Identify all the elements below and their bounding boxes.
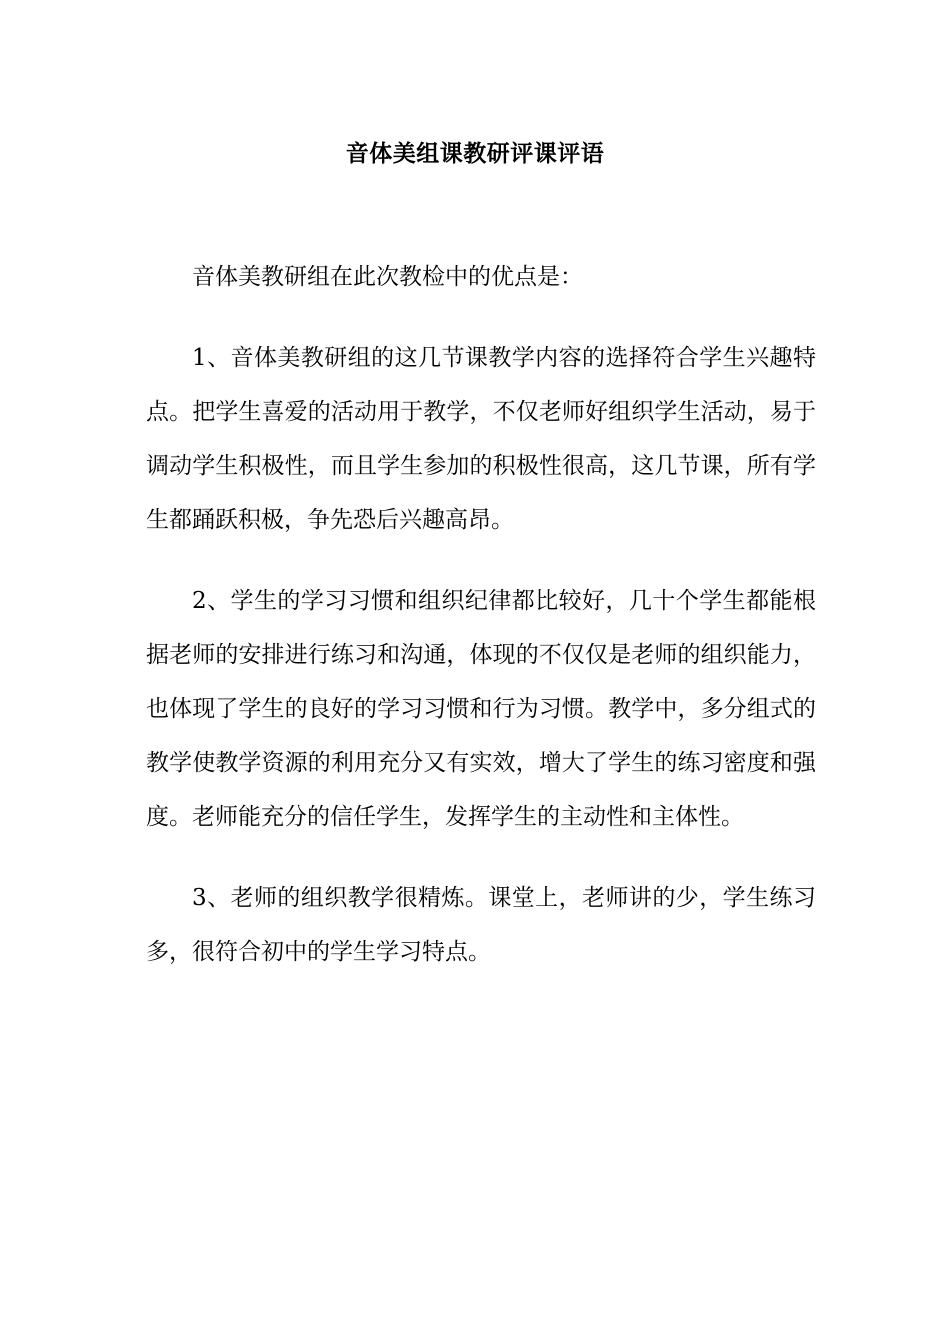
paragraph-point-2: 2、学生的学习习惯和组织纪律都比较好，几十个学生都能根据老师的安排进行练习和沟通，体现的不仅仅是老师的组织能力，也体现了学生的良好的学习习惯和行为习惯。教学中，多分组式的教学使教学资源的利用充分又有实效，增大了学生的练习密度和强度。老师能充分的信任学生，发挥学生的主动性和主体性。 bbox=[146, 588, 816, 830]
paragraph-point-1: 1、音体美教研组的这几节课教学内容的选择符合学生兴趣特点。把学生喜爱的活动用于教学，不仅老师好组织学生活动，易于调动学生积极性，而且学生参加的积极性很高，这几节课，所有学生都踊跃积极，争先恐后兴趣高昂。 bbox=[146, 345, 816, 533]
paragraph-intro: 音体美教研组在此次教检中的优点是： bbox=[192, 264, 583, 290]
page-title: 音体美组课教研评课评语 bbox=[345, 140, 605, 167]
paragraph-point-3: 3、老师的组织教学很精炼。课堂上，老师讲的少，学生练习多，很符合初中的学生学习特点。 bbox=[146, 885, 816, 965]
document-body bbox=[146, 250, 816, 1006]
